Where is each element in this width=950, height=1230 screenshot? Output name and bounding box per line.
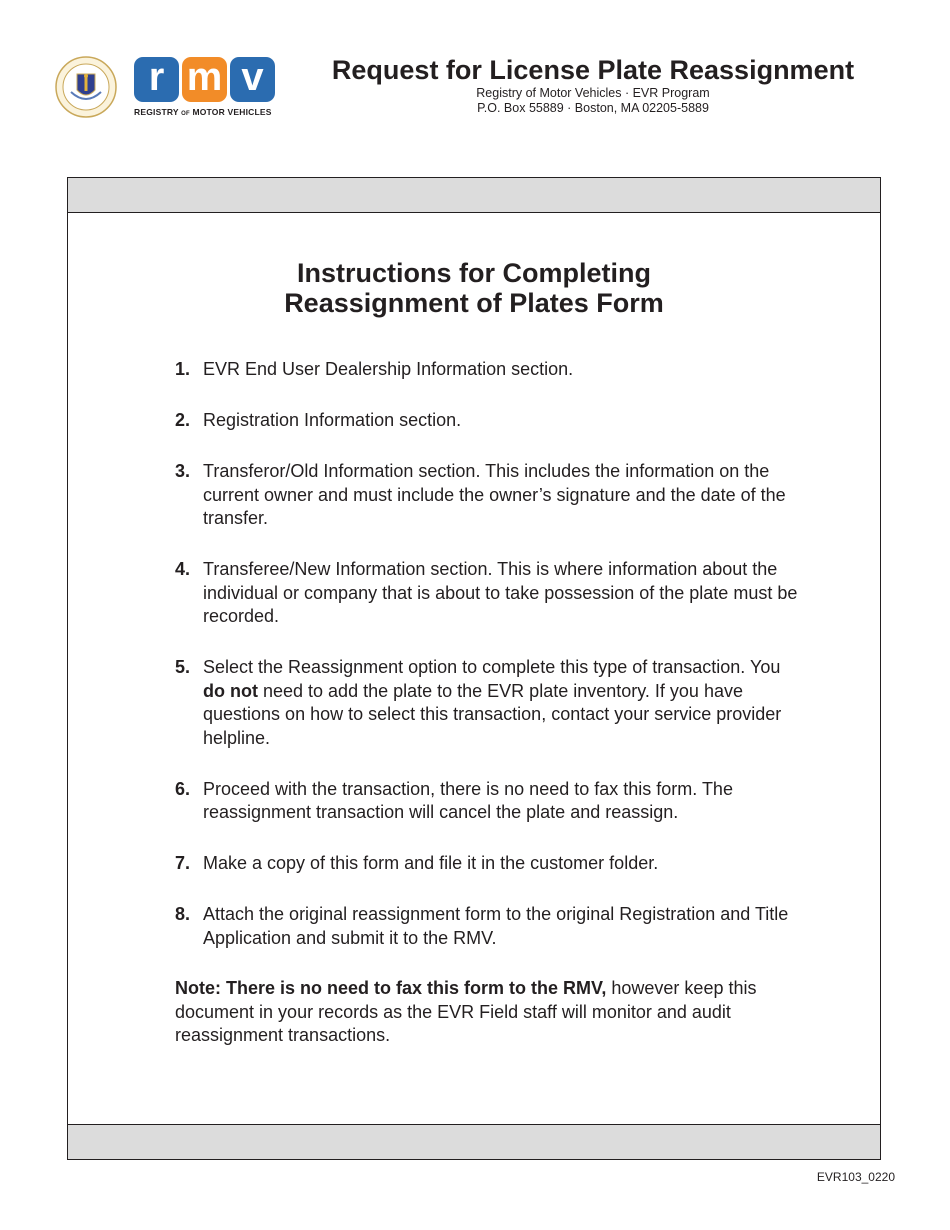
instruction-item: 1. EVR End User Dealership Information section. [175, 359, 574, 379]
instructions-title: Instructions for Completing Reassignment of Plates Form [284, 258, 664, 318]
rmv-logo-v: v [230, 57, 275, 102]
frame-top-band [68, 178, 880, 213]
instructions-list [175, 358, 805, 978]
title-block [305, 54, 881, 116]
instruction-item: 8. Attach the original reassignment form to the original Registration and Title Application and submit it to the RMV. [175, 904, 789, 948]
page-header [0, 0, 950, 130]
rmv-logo [134, 57, 278, 119]
rmv-logo-subtitle: REGISTRY OF MOTOR VEHICLES [134, 107, 272, 117]
instruction-item: 3. Transferor/Old Information section. This includes the information on the current owner and must include the owner’s signature and the date of the transfer. [175, 461, 786, 528]
form-id: EVR103_0220 [816, 1170, 895, 1184]
address-line-2: P.O. Box 55889 · Boston, MA 02205-5889 [477, 101, 709, 115]
note-paragraph: Note: There is no need to fax this form to the RMV, however keep this document in your records as the EVR Field staff will monitor and audit reassignment transactions. [175, 978, 757, 1045]
massachusetts-seal-icon [55, 56, 117, 118]
instruction-item: 7. Make a copy of this form and file it in the customer folder. [175, 853, 659, 873]
frame-bottom-band [68, 1124, 880, 1159]
rmv-logo-r: r [134, 57, 179, 102]
instruction-item: 2. Registration Information section. [175, 410, 462, 430]
rmv-logo-m: m [182, 57, 227, 102]
address-line-1: Registry of Motor Vehicles · EVR Program [476, 86, 710, 100]
instruction-item: 6. Proceed with the transaction, there is no need to fax this form. The reassignment transaction will cancel the plate and reassign. [175, 778, 733, 822]
page-title: Request for License Plate Reassignment [331, 55, 855, 85]
instructions-frame [67, 177, 881, 1160]
instruction-item: 4. Transferee/New Information section. This is where information about the individual or company that is about to take possession of the plate must be recorded. [175, 559, 798, 626]
instruction-item: 5. Select the Reassignment option to complete this type of transaction. You do not need to add the plate to the EVR plate inventory. If you have questions on how to select this transaction, contact your service provider helpline. [175, 657, 782, 748]
